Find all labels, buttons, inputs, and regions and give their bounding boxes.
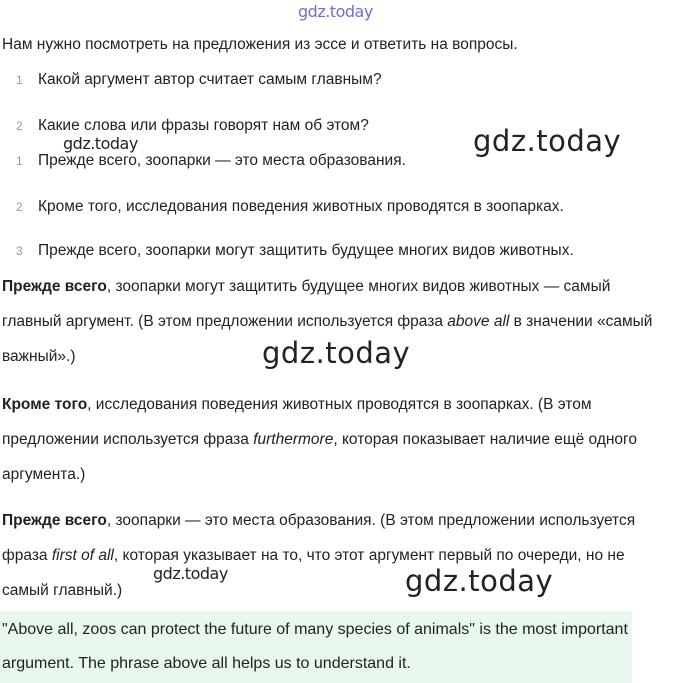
question-item [2,69,382,91]
watermark: gdz.today [63,134,138,153]
sentence-item [2,240,574,262]
sentence-item [2,196,564,218]
english-answer-box: "Above all, zoos can protect the future of many species of animals" is the most important argument. The phrase above all helps us to understand it. [0,611,632,683]
paragraph-text: , исследования поведения животных проводятся в зоопарках. (В этом предложении используется фраза [2,396,592,448]
question-text: Какой аргумент автор считает самым главным? [38,71,382,88]
watermark: gdz.today [262,336,411,370]
sentence-text: Прежде всего, зоопарки — это места образования. [38,152,406,169]
phrase-example: above all [447,313,510,330]
paragraph-text: , зоопарки могут защитить будущее многих видов животных — самый главный аргумент. (В этом предложении используется фраза [2,278,611,330]
key-phrase: Кроме того [2,396,88,413]
key-phrase: Прежде всего [2,512,107,529]
sentence-item [2,150,406,172]
paragraph-text: , зоопарки — это места образования. (В этом предложении используется фраза [2,512,636,564]
paragraph-text: , которая указывает на то, что этот аргумент первый по очереди, но не самый главный.) [2,547,625,599]
sentence-number: 2 [16,200,23,214]
question-text: Какие слова или фразы говорят нам об этом? [38,117,369,134]
paragraph-text: в значении «самый важный».) [2,313,653,365]
watermark: gdz.today [153,564,228,583]
explanation-paragraph [2,503,670,608]
sentence-text: Кроме того, исследования поведения животных проводятся в зоопарках. [38,198,564,215]
question-item [2,115,369,137]
paragraph-text: , которая показывает наличие ещё одного аргумента.) [2,431,637,483]
question-number: 2 [16,119,23,133]
sentence-number: 1 [16,154,23,168]
question-number: 1 [16,73,23,87]
explanation-paragraph [2,387,670,492]
key-phrase: Прежде всего [2,278,107,295]
watermark: gdz.today [473,124,622,158]
intro-text: Нам нужно посмотреть на предложения из эссе и ответить на вопросы. [2,36,518,53]
watermark: gdz.today [298,2,373,21]
watermark: gdz.today [405,564,554,598]
phrase-example: furthermore [253,431,334,448]
sentence-text: Прежде всего, зоопарки могут защитить будущее многих видов животных. [38,242,574,259]
phrase-example: first of all [51,547,114,564]
sentence-number: 3 [16,244,23,258]
